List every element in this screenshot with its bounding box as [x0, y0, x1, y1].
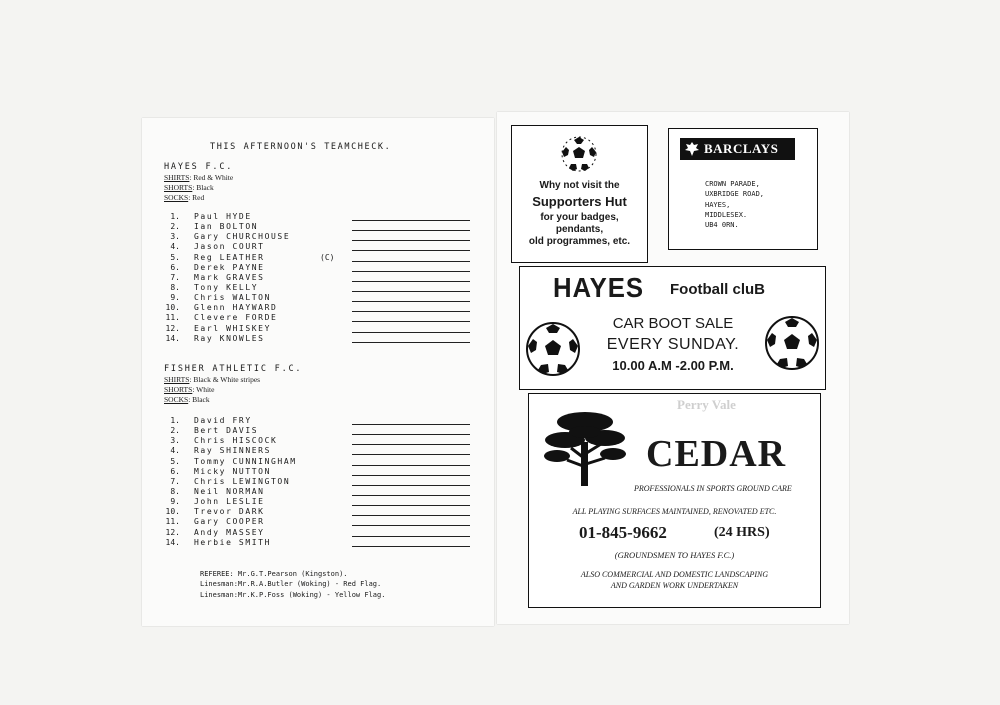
supporters-line1: Why not visit the	[539, 180, 620, 191]
player-row	[162, 212, 477, 222]
player-name: Micky NUTTON	[194, 466, 271, 476]
barclays-advert	[668, 128, 818, 250]
player-name: Earl WHISKEY	[194, 323, 271, 333]
player-number: 9.	[170, 497, 180, 507]
player-name: Neil NORMAN	[194, 486, 265, 496]
player-row	[162, 477, 477, 487]
away-socks: : Black	[188, 395, 210, 404]
home-player-list	[162, 212, 477, 344]
player-name: Paul HYDE	[194, 212, 252, 221]
car-boot-hours: 10.00 A.M -2.00 P.M.	[612, 358, 734, 373]
player-row	[162, 436, 477, 446]
player-row	[162, 497, 477, 507]
address-line: UXBRIDGE ROAD,	[705, 190, 765, 199]
score-line	[352, 301, 470, 302]
cedar-tree-icon	[543, 408, 627, 488]
player-row	[162, 487, 477, 497]
player-number: 5.	[170, 456, 180, 466]
address-line: MIDDLESEX.	[705, 210, 748, 219]
home-team-name: HAYES F.C.	[164, 162, 234, 172]
football-icon	[559, 134, 599, 174]
barclays-name: BARCLAYS	[704, 141, 779, 156]
player-name: John LESLIE	[194, 497, 265, 507]
player-row	[162, 263, 477, 273]
player-number: 7.	[170, 272, 180, 282]
player-row	[162, 507, 477, 517]
score-line	[352, 250, 470, 251]
player-name: Tommy CUNNINGHAM	[194, 456, 297, 466]
player-number: 6.	[170, 262, 180, 272]
score-line	[352, 536, 470, 537]
address-line: UB4 0RN.	[705, 221, 739, 230]
score-line	[352, 444, 470, 445]
showthrough-text: Perry Vale	[677, 397, 736, 412]
player-row	[162, 293, 477, 303]
left-page-teamcheck	[142, 118, 494, 626]
home-socks: : Red	[188, 193, 205, 202]
away-shirts: : Black & White stripes	[189, 375, 261, 384]
player-row	[162, 273, 477, 283]
player-row	[162, 222, 477, 232]
player-number: 12.	[165, 527, 180, 537]
player-name: Ray KNOWLES	[194, 333, 265, 343]
player-number: 8.	[170, 282, 180, 292]
player-row	[162, 446, 477, 456]
score-line	[352, 546, 470, 547]
score-line	[352, 505, 470, 506]
cedar-extra-line1: ALSO COMMERCIAL AND DOMESTIC LANDSCAPING	[580, 570, 769, 579]
player-row	[162, 528, 477, 538]
supporters-line4: pendants,	[555, 224, 604, 235]
linesman-yellow-line: Linesman:Mr.K.P.Foss (Woking) - Yellow Flag.	[200, 590, 386, 599]
away-team-name: FISHER ATHLETIC F.C.	[164, 364, 303, 374]
player-row	[162, 467, 477, 477]
player-name: Chris HISCOCK	[194, 436, 278, 446]
score-line	[352, 342, 470, 343]
player-number: 8.	[170, 486, 180, 496]
player-name: David FRY	[194, 416, 252, 425]
player-number: 1.	[170, 416, 180, 425]
player-name: Herbie SMITH	[194, 537, 271, 547]
home-shorts-key: SHORTS	[164, 183, 193, 192]
player-name: Ray SHINNERS	[194, 446, 271, 456]
player-number: 2.	[170, 222, 180, 232]
car-boot-sale: CAR BOOT SALE	[612, 315, 734, 332]
score-line	[352, 495, 470, 496]
score-line	[352, 475, 470, 476]
cedar-groundsmen-note: (GROUNDSMEN TO HAYES F.C.)	[614, 550, 735, 560]
score-line	[352, 515, 470, 516]
score-line	[352, 291, 470, 292]
player-number: 10.	[165, 507, 180, 517]
away-shorts: : White	[192, 385, 215, 394]
player-row	[162, 242, 477, 252]
player-number: 11.	[165, 517, 180, 527]
player-number: 9.	[170, 293, 180, 303]
player-name: Ian BOLTON	[194, 222, 259, 232]
barclays-logo	[680, 138, 795, 160]
player-name: Glenn HAYWARD	[194, 303, 278, 313]
player-number: 3.	[170, 232, 180, 242]
player-name: Gary CHURCHOUSE	[194, 232, 291, 242]
player-name: Chris WALTON	[194, 293, 271, 303]
player-row	[162, 457, 477, 467]
player-row	[162, 517, 477, 527]
cedar-extra-line2: AND GARDEN WORK UNDERTAKEN	[610, 581, 739, 590]
match-officials	[200, 569, 385, 600]
away-shirts-key: SHIRTS	[164, 375, 190, 384]
football-club-subtitle: Football cluB	[670, 281, 765, 298]
address-line: HAYES,	[705, 200, 731, 209]
score-line	[352, 525, 470, 526]
score-line	[352, 454, 470, 455]
player-number: 6.	[170, 466, 180, 476]
away-socks-key: SOCKS	[164, 395, 189, 404]
teamcheck-heading: THIS AFTERNOON'S TEAMCHECK.	[210, 142, 392, 152]
address-line: CROWN PARADE,	[705, 180, 760, 188]
player-row	[162, 426, 477, 436]
cedar-hours: (24 HRS)	[714, 525, 770, 540]
away-kit	[164, 375, 260, 405]
player-row	[162, 416, 477, 426]
player-name: Tony KELLY	[194, 282, 259, 292]
player-name: Bert DAVIS	[194, 426, 259, 436]
football-icon-right	[764, 315, 820, 371]
player-name: Andy MASSEY	[194, 527, 265, 537]
eagle-icon	[683, 140, 701, 158]
supporters-line5: old programmes, etc.	[528, 236, 631, 247]
player-number: 4.	[170, 446, 180, 456]
home-shirts: : Red & White	[189, 173, 234, 182]
score-line	[352, 485, 470, 486]
score-line	[352, 321, 470, 322]
linesman-red-line: Linesman:Mr.R.A.Butler (Woking) - Red Flag.	[200, 580, 382, 589]
away-player-list	[162, 416, 477, 548]
player-name: Gary COOPER	[194, 517, 265, 527]
captain-mark: (C)	[320, 253, 335, 262]
score-line	[352, 271, 470, 272]
cedar-phone: 01-845-9662	[579, 523, 667, 542]
player-row	[162, 324, 477, 334]
score-line	[352, 465, 470, 466]
player-row	[162, 538, 477, 548]
player-name: Derek PAYNE	[194, 262, 265, 272]
player-number: 14.	[165, 537, 180, 547]
player-number: 3.	[170, 436, 180, 446]
player-name: Jason COURT	[194, 242, 265, 252]
player-number: 11.	[165, 313, 180, 323]
cedar-name: CEDAR	[646, 433, 787, 475]
home-socks-key: SOCKS	[164, 193, 189, 202]
score-line	[352, 230, 470, 231]
right-page-adverts	[497, 112, 849, 624]
player-row	[162, 283, 477, 293]
cedar-services: ALL PLAYING SURFACES MAINTAINED, RENOVATED ETC.	[572, 507, 777, 516]
home-shorts: : Black	[192, 183, 214, 192]
player-row	[162, 334, 477, 344]
player-number: 7.	[170, 476, 180, 486]
supporters-line2: Supporters Hut	[532, 194, 627, 209]
player-row	[162, 313, 477, 323]
player-number: 1.	[170, 212, 180, 221]
player-name: Trevor DARK	[194, 507, 265, 517]
score-line	[352, 332, 470, 333]
cedar-tagline: PROFESSIONALS IN SPORTS GROUND CARE	[634, 484, 792, 493]
player-number: 4.	[170, 242, 180, 252]
cedar-advert	[528, 393, 821, 608]
supporters-hut-advert	[511, 125, 648, 263]
score-line	[352, 311, 470, 312]
player-name: Clevere FORDE	[194, 313, 278, 323]
away-shorts-key: SHORTS	[164, 385, 193, 394]
player-name: Reg LEATHER	[194, 252, 265, 262]
football-icon-left	[525, 321, 581, 377]
player-name: Chris LEWINGTON	[194, 476, 291, 486]
score-line	[352, 434, 470, 435]
score-line	[352, 240, 470, 241]
every-sunday: EVERY SUNDAY.	[606, 336, 740, 353]
barclays-address	[705, 179, 764, 230]
player-row	[162, 232, 477, 242]
player-row	[162, 303, 477, 313]
player-number: 5.	[170, 252, 180, 262]
home-shirts-key: SHIRTS	[164, 173, 190, 182]
score-line	[352, 220, 470, 221]
score-line	[352, 261, 470, 262]
player-number: 14.	[165, 333, 180, 343]
home-kit	[164, 173, 233, 203]
player-name: Mark GRAVES	[194, 272, 265, 282]
hayes-car-boot-advert	[519, 266, 826, 390]
player-number: 2.	[170, 426, 180, 436]
score-line	[352, 281, 470, 282]
player-number: 12.	[165, 323, 180, 333]
player-number: 10.	[165, 303, 180, 313]
score-line	[352, 424, 470, 425]
supporters-line3: for your badges,	[540, 212, 619, 223]
hayes-title: HAYES	[553, 272, 644, 303]
referee-line: REFEREE: Mr.G.T.Pearson (Kingston).	[200, 570, 348, 578]
